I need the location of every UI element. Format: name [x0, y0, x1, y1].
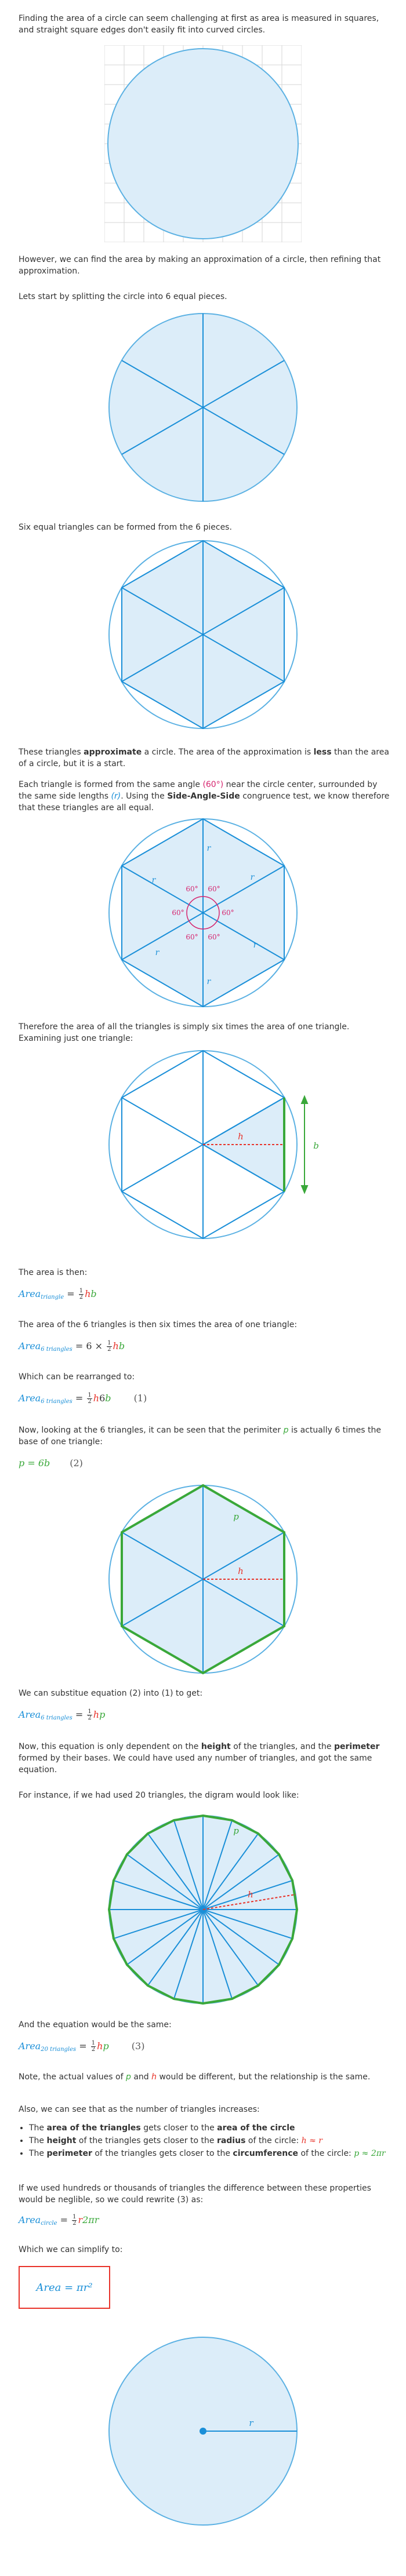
radius-figure — [107, 2335, 299, 2527]
h-label: h — [248, 1889, 253, 1900]
r-label: r — [250, 873, 255, 882]
angle-label: 60° — [186, 885, 198, 893]
r-label: r — [249, 2418, 253, 2428]
area6-text: The area of the 6 triangles is then six times the area of one triangle: — [19, 1320, 298, 1329]
twenty-triangles-figure — [107, 1814, 299, 2005]
simplify-text: Which we can simplify to: — [19, 2245, 123, 2254]
approx-text: However, we can find the area by making an approximation of a circle, then refining that approximation. — [19, 255, 381, 276]
area-circle-equation: Area$_{circle}$ = $\frac{1}{2}$ r2πr — [19, 2214, 99, 2227]
perimeter-text: Now, looking at the 6 triangles, it can be seen that the perimiter p is actually 6 times the base of one triangle: — [19, 1426, 382, 1447]
angle-label: 60° — [172, 909, 184, 917]
property-list — [19, 2122, 400, 2160]
grid-circle-figure — [104, 45, 302, 242]
area-then-text: The area is then: — [19, 1268, 88, 1277]
note-text: Note, the actual values of p and h would be different, but the relationship is the same. — [19, 2072, 371, 2082]
formed-text: Each triangle is formed from the same angle (60°) near the circle center, surrounded by the same side lengths (r). Using the Side-Angle-Side congruence test, we know therefore that these triangles are all equal. — [19, 780, 390, 812]
final-formula-box — [19, 2266, 110, 2309]
center-point — [200, 2428, 206, 2435]
p-label: p — [233, 1826, 239, 1836]
rearranged-text: Which can be rearranged to: — [19, 1372, 135, 1382]
equation-3: Area$_{20 triangles}$ = $\frac{1}{2}$ hp (3) — [19, 2040, 145, 2053]
angle-label: 60° — [222, 909, 234, 917]
h-label: h — [238, 1131, 244, 1142]
list-item: • The height of the triangles gets closer to the radius of the circle: h ≈ r — [29, 2135, 400, 2147]
h-label: h — [238, 1566, 244, 1576]
perimeter-figure — [107, 1484, 299, 1675]
angle-label: 60° — [208, 885, 220, 893]
split-text: Lets start by splitting the circle into 6 equal pieces. — [19, 292, 227, 301]
angle-label: 60° — [208, 933, 220, 941]
r-label: r — [155, 948, 160, 957]
would-same-text: And the equation would be the same: — [19, 2020, 172, 2030]
substitute-text: We can substitue equation (2) into (1) to get: — [19, 1689, 203, 1698]
equation-2: p = 6b (2) — [19, 1458, 83, 1469]
equation-1: Area$_{6 triangles}$ = $\frac{1}{2}$ h6b (1) — [19, 1392, 147, 1405]
hundreds-text: If we used hundreds or thousands of triangles the difference between these properties would be neglible, so we could rewrite (3) as: — [19, 2184, 371, 2205]
angle-figure — [107, 817, 299, 1008]
b-label: b — [313, 1141, 319, 1151]
p-label: p — [233, 1511, 239, 1522]
list-item: • The perimeter of the triangles gets closer to the circumference of the circle: p ≈ 2πr — [29, 2148, 400, 2159]
six-pieces-figure — [107, 312, 299, 503]
r-label: r — [253, 941, 258, 950]
r-label: r — [206, 977, 211, 986]
area-triangle-equation: Area$_{triangle}$ = $\frac{1}{2}$ hb — [19, 1288, 97, 1300]
hexagon-figure — [107, 539, 299, 730]
also-text: Also, we can see that as the number of triangles increases: — [19, 2105, 260, 2114]
therefore-text: Therefore the area of all the triangles is simply six times the area of one triangle. Examining just one triangle: — [19, 1022, 350, 1043]
six-triangles-text: Six equal triangles can be formed from the 6 pieces. — [19, 523, 232, 532]
approximate-text: These triangles approximate a circle. The area of the approximation is less than the area of a circle, but it is a start. — [19, 748, 389, 768]
r-label: r — [151, 876, 156, 885]
area6-hp-equation: Area$_{6 triangles}$ = $\frac{1}{2}$ hp — [19, 1708, 106, 1721]
intro-text: Finding the area of a circle can seem challenging at first as area is measured in squares, and straight square edges don't easily fit into curved circles. — [19, 14, 379, 35]
angle-label: 60° — [186, 933, 198, 941]
list-item: • The area of the triangles gets closer to the area of the circle — [29, 2122, 400, 2134]
area6-equation: Area$_{6 triangles}$ = 6 × $\frac{1}{2}$ hb — [19, 1340, 125, 1353]
one-triangle-figure — [107, 1049, 351, 1240]
final-formula: Area = πr² — [36, 2281, 93, 2294]
circle-shape — [108, 49, 298, 239]
r-label: r — [206, 844, 211, 853]
dependent-text: Now, this equation is only dependent on the height of the triangles, and the perimeter formed by their bases. We could have used any number of triangles, and got the same equation. — [19, 1742, 380, 1775]
twenty-text: For instance, if we had used 20 triangles, the digram would look like: — [19, 1791, 299, 1800]
b-dimension-arrow — [302, 1096, 307, 1193]
